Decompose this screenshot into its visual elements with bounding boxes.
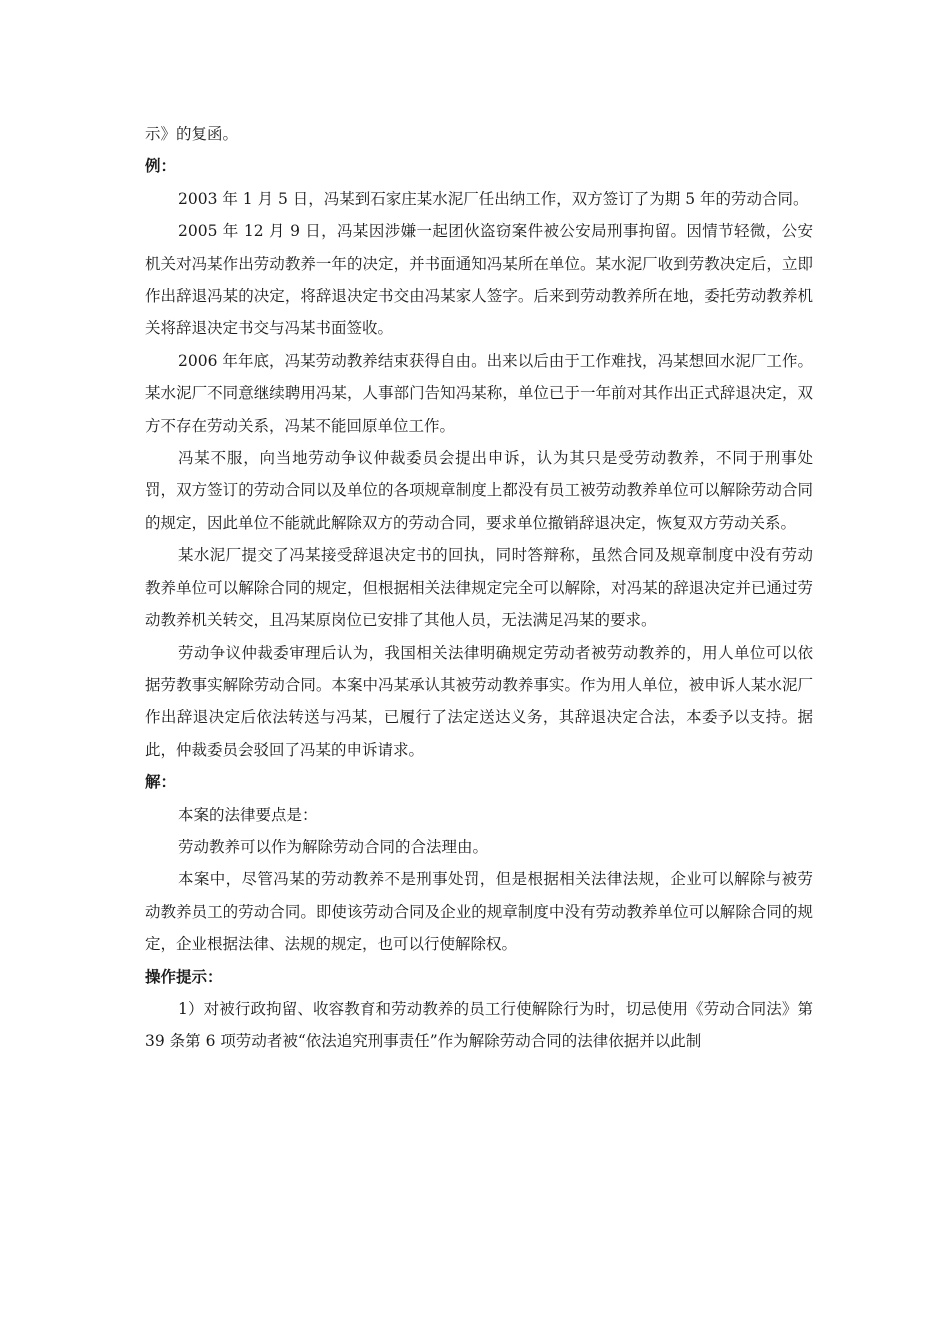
paragraph-1: 2003 年 1 月 5 日，冯某到石家庄某水泥厂任出纳工作，双方签订了为期 5 年的劳动合同。 <box>178 189 809 208</box>
top-fragment: 示》的复函。 <box>145 125 239 143</box>
paragraph-4: 冯某不服，向当地劳动争议仲裁委员会提出申诉，认为其只是受劳动教养，不同于刑事处罚，双方签订的劳动合同以及单位的各项规章制度上都没有员工被劳动教养单位可以解除劳动合同的规定，因此单位不能就此解除双方的劳动合同，要求单位撤销辞退决定，恢复双方劳动关系。 <box>145 449 813 532</box>
example-heading: 例： <box>145 157 177 176</box>
paragraph-5: 某水泥厂提交了冯某接受辞退决定书的回执，同时答辩称，虽然合同及规章制度中没有劳动教养单位可以解除合同的规定，但根据相关法律规定完全可以解除，对冯某的辞退决定并已通过劳动教养机关转交，且冯某原岗位已安排了其他人员，无法满足冯某的要求。 <box>145 546 813 630</box>
paragraph-7: 本案的法律要点是： <box>178 805 318 824</box>
paragraph-10: 1）对被行政拘留、收容教育和劳动教养的员工行使解除行为时，切忌使用《劳动合同法》第 39 条第 6 项劳动者被“依法追究刑事责任”作为解除劳动合同的法律依据并以此制 <box>145 999 813 1051</box>
tips-heading: 操作提示： <box>145 967 223 986</box>
paragraph-8: 劳动教养可以作为解除劳动合同的合法理由。 <box>178 837 489 856</box>
paragraph-6: 劳动争议仲裁委审理后认为，我国相关法律明确规定劳动者被劳动教养的，用人单位可以依据劳教事实解除劳动合同。本案中冯某承认其被劳动教养事实。作为用人单位，被申诉人某水泥厂作出辞退决定后依法转送与冯某，已履行了法定送达义务，其辞退决定合法，本委予以支持。据此，仲裁委员会驳回了冯某的申诉请求。 <box>145 643 813 759</box>
solution-heading: 解： <box>145 773 177 792</box>
paragraph-2: 2005 年 12 月 9 日，冯某因涉嫌一起团伙盗窃案件被公安局刑事拘留。因情节轻微，公安机关对冯某作出劳动教养一年的决定，并书面通知冯某所在单位。某水泥厂收到劳教决定后，立即作出辞退冯某的决定，将辞退决定书交由冯某家人签字。后来到劳动教养所在地，委托劳动教养机关将辞退决定书交与冯某书面签收。 <box>145 222 813 338</box>
paragraph-9: 本案中，尽管冯某的劳动教养不是刑事处罚，但是根据相关法律法规，企业可以解除与被劳动教养员工的劳动合同。即使该劳动合同及企业的规章制度中没有劳动教养单位可以解除合同的规定，企业根据法律、法规的规定，也可以行使解除权。 <box>145 870 813 954</box>
paragraph-3: 2006 年年底，冯某劳动教养结束获得自由。出来以后由于工作难找，冯某想回水泥厂工作。某水泥厂不同意继续聘用冯某，人事部门告知冯某称，单位已于一年前对其作出正式辞退决定，双方不存在劳动关系，冯某不能回原单位工作。 <box>145 351 813 435</box>
document-page <box>145 118 813 1058</box>
